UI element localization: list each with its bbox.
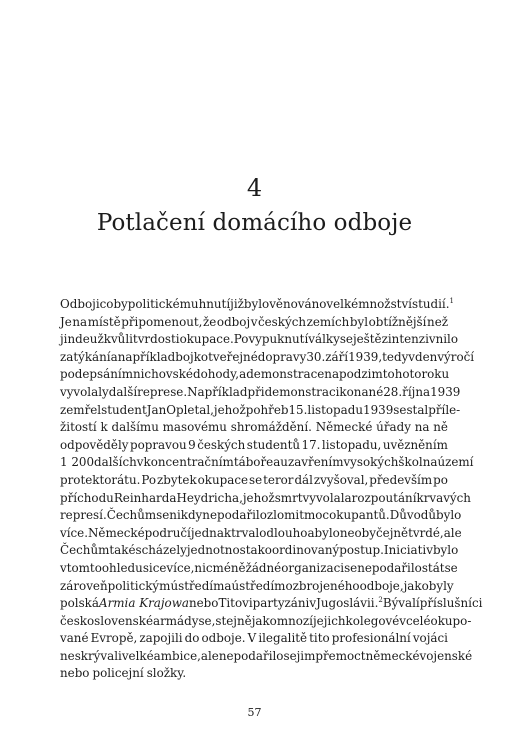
word: podzim [339, 367, 383, 382]
word: v [408, 349, 416, 364]
word: neskrývali [60, 648, 122, 663]
word: bylo [436, 508, 462, 523]
word: nebo [188, 596, 219, 611]
word: Po [141, 472, 157, 487]
word: na [324, 367, 340, 382]
word: 1939, [348, 349, 383, 364]
word: Po [233, 332, 249, 347]
word: v [136, 455, 144, 470]
chapter-title: Potlačení domácího odboje [96, 210, 413, 236]
word: velké [326, 297, 359, 311]
word: jednak [190, 525, 232, 540]
word: místě [87, 314, 121, 329]
word: se [339, 332, 353, 347]
word: jim [296, 648, 316, 663]
word: pohřeb [245, 402, 289, 417]
word: jinde [60, 332, 90, 347]
word: ozbrojeného [285, 578, 360, 593]
text-line [60, 507, 462, 525]
word: například [117, 349, 176, 364]
word: války [308, 332, 340, 347]
word: ústředím [170, 578, 225, 593]
word: smrt [274, 490, 303, 505]
word: na [422, 455, 438, 470]
word: stal [406, 402, 429, 417]
text-line [60, 525, 462, 543]
word: kvůli [103, 332, 133, 347]
word: úřady [376, 420, 411, 435]
word: nepodařilo [357, 560, 422, 575]
word: a [273, 455, 281, 470]
word: Například [187, 384, 248, 399]
word: se [249, 472, 263, 487]
word: žádné [245, 560, 282, 575]
word: a [250, 543, 258, 558]
text-line [60, 419, 448, 437]
text-line [60, 402, 461, 420]
word: českých [257, 314, 307, 329]
word: Iniciativ [383, 543, 433, 558]
word: roku [421, 367, 450, 382]
word: krvavých [416, 490, 471, 505]
word: 28. [383, 384, 403, 399]
word: 15. [288, 402, 308, 417]
text-line [60, 665, 448, 683]
word: bylo [243, 297, 270, 311]
word: tohoto [382, 367, 422, 382]
word: množství [358, 297, 412, 311]
text-line [60, 454, 474, 472]
word: 1 200 [60, 455, 95, 470]
word: ambice, [153, 648, 201, 663]
word: žitostí [60, 420, 97, 435]
word: zemích [306, 314, 350, 329]
word: stát [421, 560, 445, 575]
word: represí. [60, 508, 107, 523]
text-line [60, 630, 448, 648]
word: partyzáni [252, 596, 310, 611]
word: Titovi [218, 596, 253, 611]
word: bojkot [175, 349, 213, 364]
page-number: 57 [247, 706, 262, 719]
word: Jugoslávii.2 [316, 596, 383, 611]
word: armády [152, 613, 199, 628]
word: Německé [88, 525, 145, 540]
word: příslušníci [419, 596, 483, 611]
word: táboře [233, 455, 274, 470]
word: tvrdosti [132, 332, 180, 347]
word: vojáci [412, 631, 448, 646]
word: také [109, 543, 136, 558]
word: neobyčejně [339, 525, 409, 540]
word: především [369, 472, 433, 487]
word: ještě [352, 332, 382, 347]
text-line [60, 349, 475, 367]
word: polská [60, 596, 99, 611]
word: jehož [213, 402, 246, 417]
word: stejně [215, 613, 252, 628]
word: moc [304, 508, 330, 523]
text-line [60, 490, 471, 508]
word: velké [121, 648, 154, 663]
word: Čechům [106, 508, 157, 523]
word: při [247, 384, 265, 399]
word: uvězněním [382, 437, 448, 452]
word: než [427, 314, 448, 329]
word: jejich [313, 613, 346, 628]
word: ně [433, 420, 448, 435]
word: ústředím [231, 578, 286, 593]
word: věnováno [269, 297, 327, 311]
word: nicméně [194, 560, 246, 575]
word: v [309, 596, 317, 611]
word: studií.1 [411, 297, 454, 311]
word: a [224, 578, 232, 593]
word: demonstraci [264, 384, 340, 399]
word: na [414, 420, 430, 435]
word: vojenské [419, 648, 473, 663]
word: represe. [137, 384, 188, 399]
word: student [101, 402, 147, 417]
word: tito [309, 631, 330, 646]
word: se [156, 508, 170, 523]
word: tomto [66, 560, 102, 575]
word: příle- [428, 402, 461, 417]
word: československé [60, 613, 153, 628]
word: hnutí [198, 297, 231, 311]
word: a [239, 367, 247, 382]
word: zvyšoval, [313, 472, 369, 487]
word: organizaci [281, 560, 345, 575]
word: již [230, 297, 244, 311]
word: vyvolaly [60, 384, 109, 399]
word: koncentračním [143, 455, 234, 470]
word: Reinharda [113, 490, 177, 505]
word: dalšímu [111, 420, 159, 435]
word: listopadu, [321, 437, 382, 452]
word: dopravy [257, 349, 307, 364]
word: okupace. [179, 332, 234, 347]
word: policejní [92, 666, 144, 681]
word: Je [60, 314, 72, 329]
word: scházely [135, 543, 187, 558]
word: že [203, 314, 217, 329]
word: se [344, 560, 358, 575]
word: bylo [432, 543, 459, 558]
word: 30. [306, 349, 326, 364]
word: V [247, 631, 257, 646]
text-line [60, 560, 458, 578]
word: Opletal, [166, 402, 214, 417]
word: ale [443, 525, 462, 540]
word: byly [428, 578, 454, 593]
word: se [444, 560, 458, 575]
word: rozpoutání [351, 490, 417, 505]
word: více, [166, 560, 195, 575]
word: profesionální [331, 631, 411, 646]
text-line [60, 314, 448, 332]
word: vypuknutí [248, 332, 309, 347]
text-line [60, 437, 448, 455]
word: veřejné [212, 349, 258, 364]
word: celé [405, 613, 431, 628]
text-line [60, 648, 473, 666]
word: mnichovské [121, 367, 193, 382]
word: na [72, 314, 88, 329]
word: tvrdé, [408, 525, 444, 540]
chapter-number: 4 [246, 174, 263, 202]
word: protektorátu. [60, 472, 141, 487]
word: popravou [129, 437, 187, 452]
word: sice [142, 560, 167, 575]
word: obtížnější [368, 314, 427, 329]
word: 17. [301, 437, 321, 452]
word: konané [339, 384, 384, 399]
word: zemřel [60, 402, 102, 417]
word: se, [198, 613, 216, 628]
word: vyvolala [302, 490, 352, 505]
word: ohledu [101, 560, 143, 575]
word: nebo [60, 666, 90, 681]
word: v [250, 314, 258, 329]
word: ilegalitě [258, 631, 308, 646]
word: teror [263, 472, 294, 487]
text-line [60, 384, 461, 402]
word: uzavřením [280, 455, 344, 470]
word: odboje, [359, 578, 404, 593]
word: politickým [107, 578, 171, 593]
word: Armia Krajowa [98, 596, 189, 611]
word: zbytek [157, 472, 197, 487]
word: Německé [315, 420, 373, 435]
word: Bývalí [382, 596, 420, 611]
word: více. [60, 525, 88, 540]
word: do [184, 631, 200, 646]
word: zároveň [60, 578, 108, 593]
word: území [437, 455, 474, 470]
text-line [60, 296, 454, 314]
word: 1939 [430, 384, 461, 399]
word: okupace [197, 472, 249, 487]
word: příchodu [60, 490, 114, 505]
text-line [60, 595, 483, 613]
word: odboj [216, 314, 251, 329]
word: se [393, 402, 407, 417]
word: ale [200, 648, 219, 663]
word: českých [197, 437, 246, 452]
word: září [325, 349, 349, 364]
word: mnozí [276, 613, 313, 628]
word: dlouho [266, 525, 308, 540]
word: zatýkání [60, 349, 111, 364]
word: koordinovaný [257, 543, 340, 558]
word: se [283, 648, 297, 663]
word: masovému [162, 420, 227, 435]
word: jehož [242, 490, 275, 505]
word: a [110, 349, 118, 364]
word: trvalo [231, 525, 267, 540]
word: další [108, 384, 138, 399]
word: politickému [127, 297, 199, 311]
text-line [60, 331, 459, 349]
word: k [100, 420, 108, 435]
word: zintenzivnilo [381, 332, 459, 347]
word: Evropě, [90, 631, 138, 646]
word: tedy [382, 349, 409, 364]
word: jako [403, 578, 429, 593]
word: kolegové [345, 613, 400, 628]
word: dohody, [192, 367, 240, 382]
word: byl [349, 314, 368, 329]
word: nepodařilo [202, 508, 267, 523]
word: a [307, 525, 315, 540]
word: po [433, 472, 448, 487]
word: vané [60, 631, 89, 646]
text-line [60, 613, 472, 631]
word: listopadu [307, 402, 364, 417]
word: studentů [246, 437, 301, 452]
word: Čechům [60, 543, 110, 558]
body-text [60, 296, 483, 683]
word: zlomit [266, 508, 304, 523]
word: den [415, 349, 438, 364]
text-line [60, 578, 454, 596]
word: připomenout, [121, 314, 203, 329]
word: odboje. [201, 631, 246, 646]
word: shromáždění. [230, 420, 312, 435]
word: dál [294, 472, 313, 487]
word: podepsání [60, 367, 122, 382]
word: jednotnost [186, 543, 251, 558]
word: bylo [314, 525, 340, 540]
word: už [89, 332, 104, 347]
word: Důvodů [389, 508, 437, 523]
word: vysokých [343, 455, 399, 470]
word: přemoct [315, 648, 366, 663]
word: německé [365, 648, 420, 663]
word: v [60, 560, 67, 575]
text-line [60, 542, 459, 560]
word: odpověděly [60, 437, 129, 452]
word: postup. [339, 543, 384, 558]
word: područí [144, 525, 191, 540]
word: jako [251, 613, 277, 628]
word: října [402, 384, 431, 399]
word: výročí [437, 349, 475, 364]
word: okupo- [430, 613, 472, 628]
word: složky. [146, 666, 187, 681]
word: nikdy [169, 508, 203, 523]
text-line [60, 366, 448, 384]
word: 9 [188, 437, 196, 452]
word: v [399, 613, 406, 628]
word: škol [398, 455, 423, 470]
word: 1939 [363, 402, 394, 417]
text-line [60, 472, 448, 490]
word: nepodařilo [218, 648, 284, 663]
word: Jan [146, 402, 167, 417]
word: coby [99, 297, 128, 311]
word: dalších [94, 455, 137, 470]
word: demonstrace [246, 367, 325, 382]
word: Odboji [60, 297, 100, 311]
word: Heydricha, [176, 490, 243, 505]
word: zapojili [139, 631, 183, 646]
word: okupantů. [329, 508, 390, 523]
